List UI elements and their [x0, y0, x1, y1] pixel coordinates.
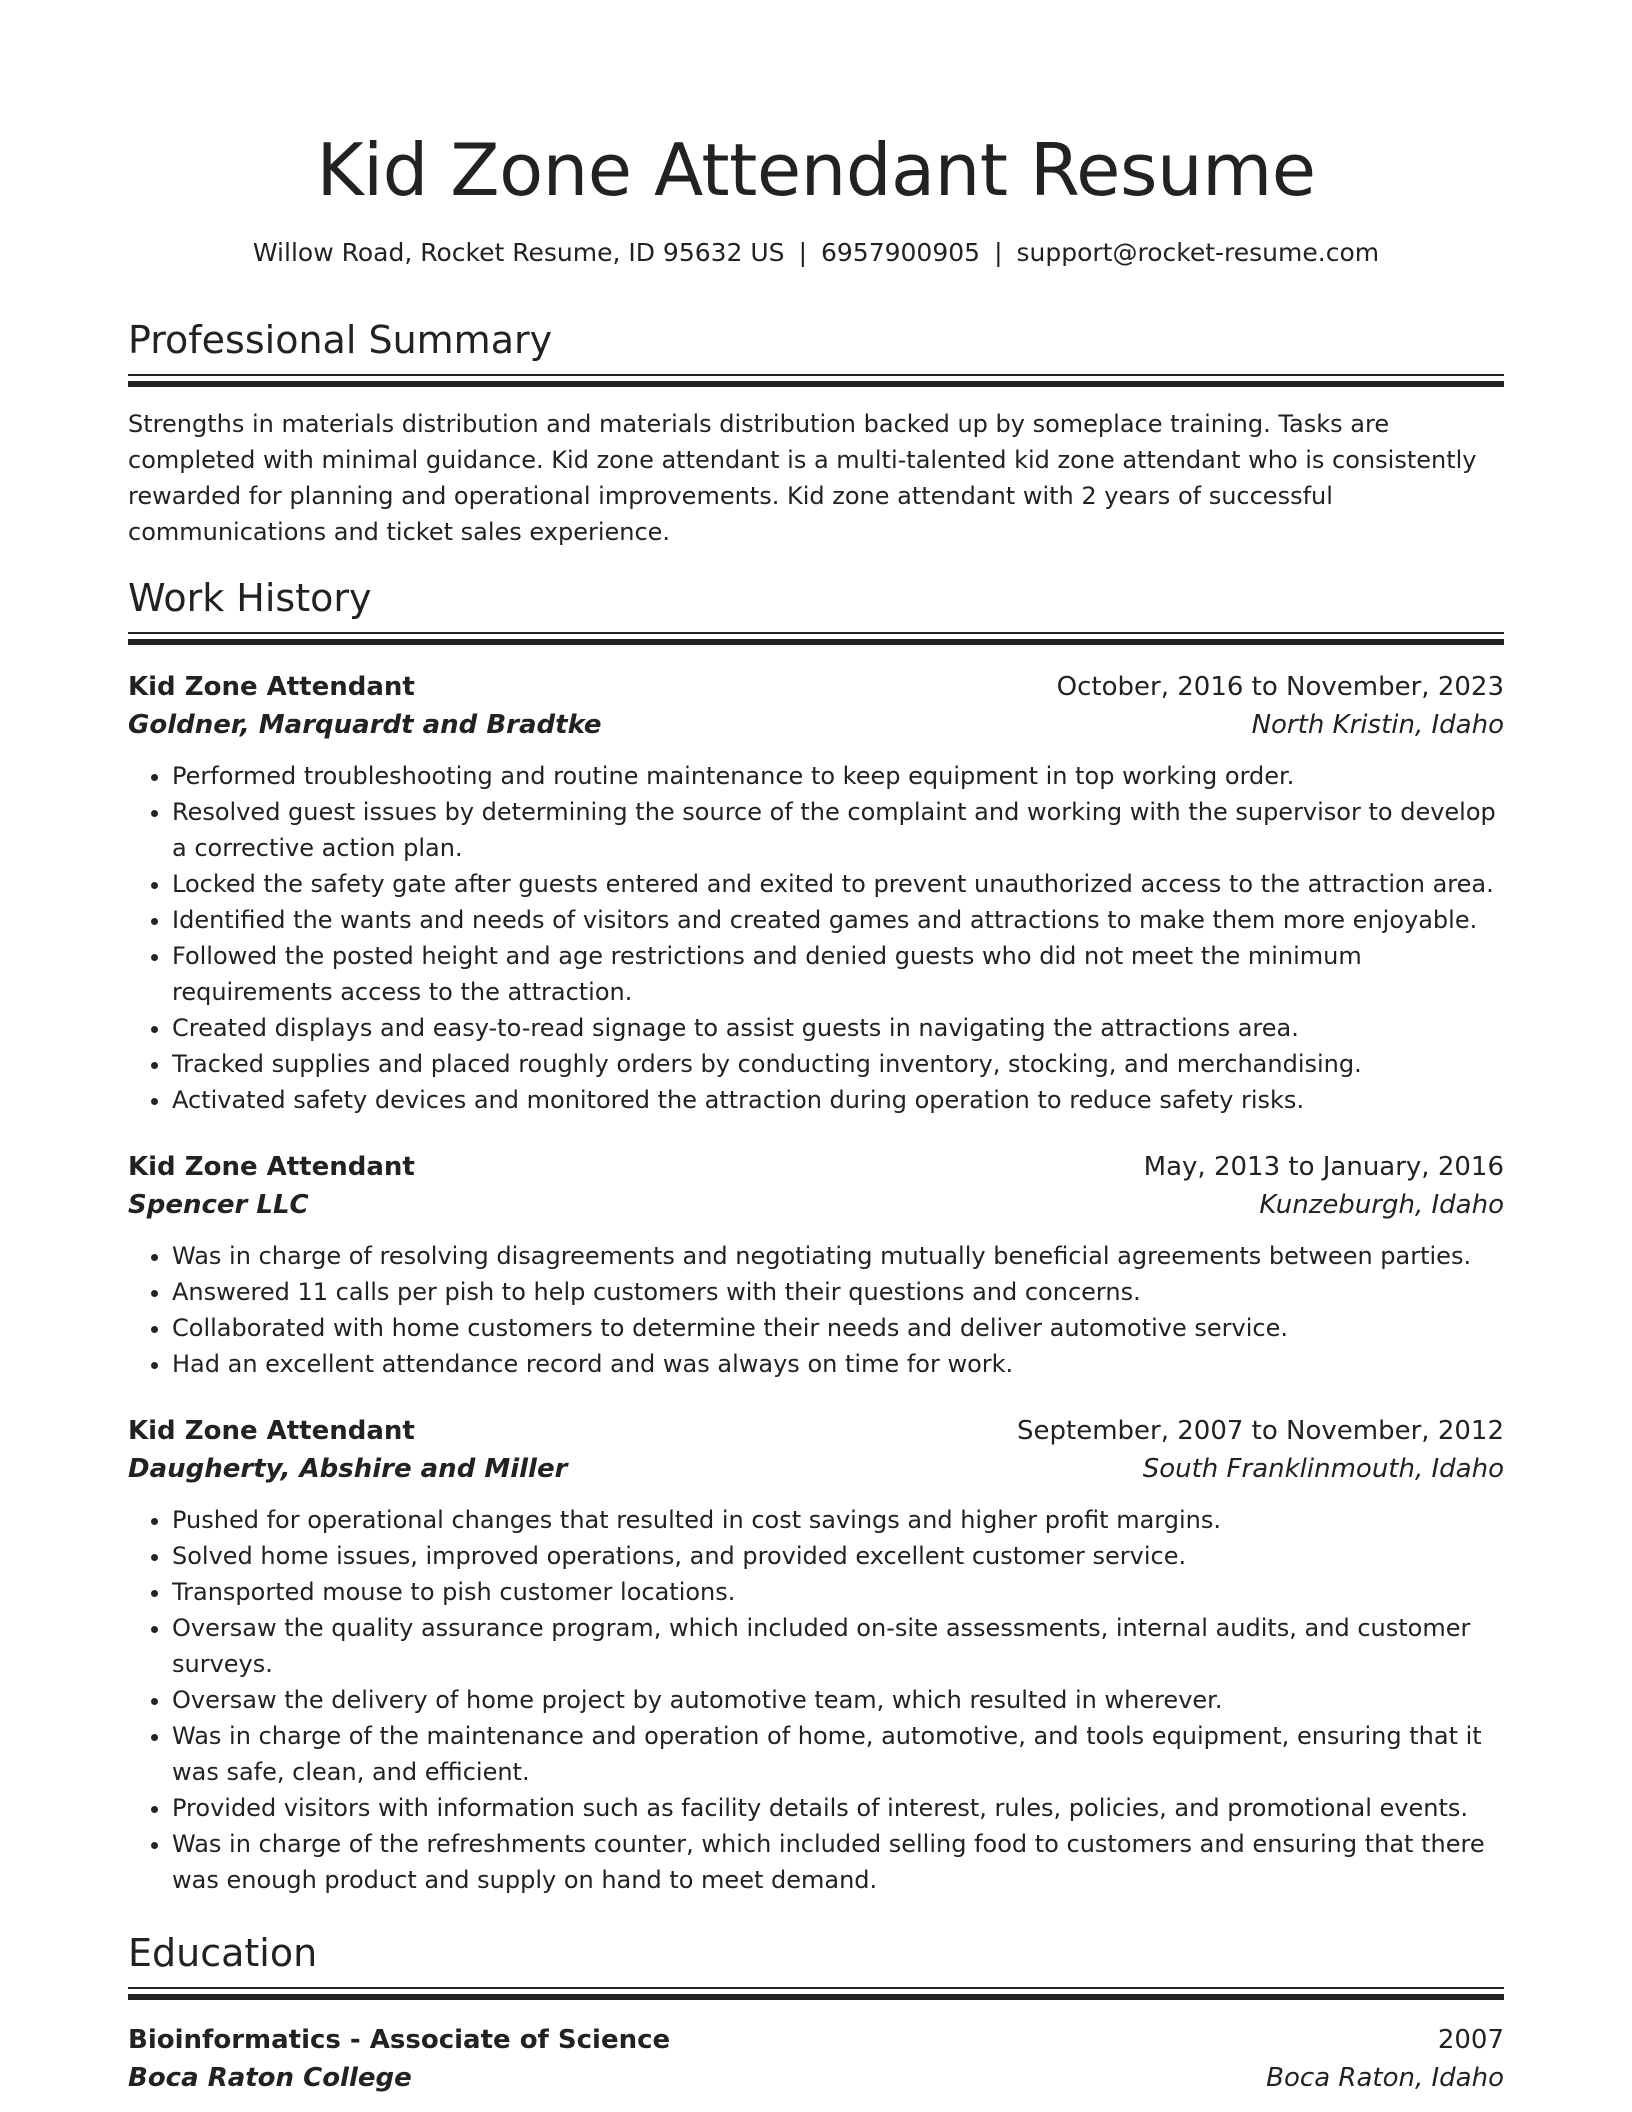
- section-title-summary: Professional Summary: [128, 318, 553, 362]
- job-location: South Franklinmouth, Idaho: [1142, 1454, 1504, 1484]
- section-title-education: Education: [128, 1931, 318, 1975]
- education-location: Boca Raton, Idaho: [1266, 2063, 1504, 2093]
- job-dates: May, 2013 to January, 2016: [1143, 1152, 1504, 1182]
- job-bullet: • Resolved guest issues by determining the source of the complaint and working with the supervisor to develop a corrective action plan.: [172, 794, 1504, 866]
- job-bullet: • Was in charge of resolving disagreements and negotiating mutually beneficial agreements between parties.: [172, 1238, 1504, 1274]
- education-entry: [128, 2021, 1504, 2097]
- job-bullets: [128, 1502, 1504, 1898]
- job-bullet: • Performed troubleshooting and routine maintenance to keep equipment in top working order.: [172, 758, 1504, 794]
- contact-phone: 6957900905: [821, 238, 981, 267]
- resume-name: Kid Zone Attendant Resume: [316, 128, 1316, 212]
- contact-separator: |: [798, 238, 807, 267]
- education-subheader: [128, 2059, 1504, 2097]
- job-bullets: [128, 758, 1504, 1118]
- contact-separator: |: [994, 238, 1003, 267]
- section-title-work-history: Work History: [128, 576, 372, 620]
- section-divider: [128, 1987, 1504, 2001]
- summary-text: Strengths in materials distribution and materials distribution backed up by someplace training. Tasks are completed with minimal guidance. Kid zone attendant is a multi-talented kid zone attendant who is consistently rewarded for planning and operational improvements. Kid zone attendant with 2 years of successful communications and ticket sales experience.: [128, 410, 1477, 546]
- education-school: Boca Raton College: [128, 2063, 412, 2093]
- job-entry: [128, 1148, 1504, 1382]
- job-bullet: • Created displays and easy-to-read signage to assist guests in navigating the attractions area.: [172, 1010, 1504, 1046]
- contact-address: Willow Road, Rocket Resume, ID 95632 US: [252, 238, 785, 267]
- job-dates: October, 2016 to November, 2023: [1056, 672, 1504, 702]
- job-title: Kid Zone Attendant: [128, 1152, 415, 1182]
- contact-line: [128, 236, 1504, 270]
- education-year: 2007: [1437, 2025, 1504, 2055]
- job-bullet: • Answered 11 calls per pish to help customers with their questions and concerns.: [172, 1274, 1504, 1310]
- job-bullet: • Locked the safety gate after guests entered and exited to prevent unauthorized access to the attraction area.: [172, 866, 1504, 902]
- education-section: [128, 1928, 1504, 2097]
- job-subheader: [128, 1186, 1504, 1224]
- job-entry: [128, 668, 1504, 1118]
- resume-page: [128, 0, 1504, 2093]
- summary-section: [128, 315, 1504, 550]
- job-location: North Kristin, Idaho: [1251, 710, 1504, 740]
- job-bullet: • Provided visitors with information such as facility details of interest, rules, policies, and promotional events.: [172, 1790, 1504, 1826]
- job-bullet: • Followed the posted height and age restrictions and denied guests who did not meet the minimum requirements access to the attraction.: [172, 938, 1504, 1010]
- job-dates: September, 2007 to November, 2012: [1017, 1416, 1504, 1446]
- job-bullets: [128, 1238, 1504, 1382]
- job-subheader: [128, 1450, 1504, 1488]
- job-title: Kid Zone Attendant: [128, 672, 415, 702]
- job-bullet: • Activated safety devices and monitored the attraction during operation to reduce safety risks.: [172, 1082, 1504, 1118]
- job-bullet: • Oversaw the delivery of home project by automotive team, which resulted in wherever.: [172, 1682, 1504, 1718]
- job-bullet: • Pushed for operational changes that resulted in cost savings and higher profit margins.: [172, 1502, 1504, 1538]
- job-header: [128, 668, 1504, 706]
- job-bullet: • Oversaw the quality assurance program, which included on-site assessments, internal audits, and customer surveys.: [172, 1610, 1504, 1682]
- job-title: Kid Zone Attendant: [128, 1416, 415, 1446]
- contact-email: support@rocket-resume.com: [1016, 238, 1380, 267]
- job-bullet: • Identified the wants and needs of visitors and created games and attractions to make them more enjoyable.: [172, 902, 1504, 938]
- job-company: Daugherty, Abshire and Miller: [128, 1454, 568, 1484]
- job-subheader: [128, 706, 1504, 744]
- job-bullet: • Had an excellent attendance record and was always on time for work.: [172, 1346, 1504, 1382]
- job-entry: [128, 1412, 1504, 1898]
- education-degree: Bioinformatics - Associate of Science: [128, 2025, 671, 2055]
- job-bullet: • Tracked supplies and placed roughly orders by conducting inventory, stocking, and merchandising.: [172, 1046, 1504, 1082]
- work-history-section: [128, 573, 1504, 1898]
- job-location: Kunzeburgh, Idaho: [1259, 1190, 1504, 1220]
- section-divider: [128, 632, 1504, 646]
- education-header: [128, 2021, 1504, 2059]
- job-bullet: • Was in charge of the refreshments counter, which included selling food to customers and ensuring that there was enough product and supply on hand to meet demand.: [172, 1826, 1504, 1898]
- job-bullet: • Collaborated with home customers to determine their needs and deliver automotive service.: [172, 1310, 1504, 1346]
- job-bullet: • Transported mouse to pish customer locations.: [172, 1574, 1504, 1610]
- job-bullet: • Solved home issues, improved operations, and provided excellent customer service.: [172, 1538, 1504, 1574]
- job-header: [128, 1148, 1504, 1186]
- job-bullet: • Was in charge of the maintenance and operation of home, automotive, and tools equipment, ensuring that it was safe, clean, and efficient.: [172, 1718, 1504, 1790]
- job-header: [128, 1412, 1504, 1450]
- job-company: Goldner, Marquardt and Bradtke: [128, 710, 602, 740]
- section-divider: [128, 374, 1504, 388]
- job-company: Spencer LLC: [128, 1190, 309, 1220]
